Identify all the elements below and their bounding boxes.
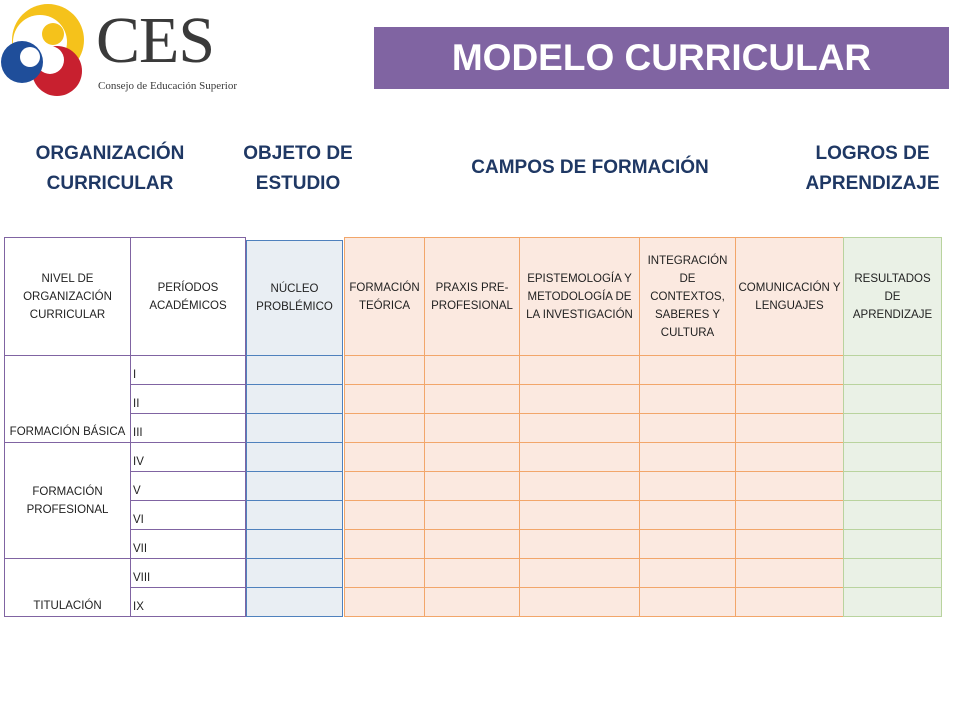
logo-emblem-icon — [0, 0, 96, 110]
heading-campos: CAMPOS DE FORMACIÓN — [471, 157, 709, 178]
table-cell — [843, 413, 942, 443]
table-cell — [519, 558, 640, 588]
table-cell — [424, 587, 520, 617]
column-header-epistemologia: EPISTEMOLOGÍA Y METODOLOGÍA DE LA INVESTIGACIÓN — [519, 237, 640, 356]
period-cell: IV — [130, 442, 246, 472]
table-cell — [246, 587, 343, 617]
table-cell — [735, 384, 844, 414]
logo-subtitle: Consejo de Educación Superior — [98, 80, 237, 92]
table-cell — [424, 355, 520, 385]
logo-text: CES — [96, 4, 215, 77]
table-cell — [344, 500, 425, 530]
table-cell — [246, 413, 343, 443]
table-cell — [519, 587, 640, 617]
period-cell: VII — [130, 529, 246, 559]
table-cell — [246, 355, 343, 385]
table-cell — [843, 529, 942, 559]
table-cell — [735, 500, 844, 530]
table-cell — [424, 529, 520, 559]
table-cell — [519, 413, 640, 443]
table-cell — [344, 471, 425, 501]
table-cell — [843, 384, 942, 414]
table-cell — [519, 384, 640, 414]
column-header-praxis: PRAXIS PRE-PROFESIONAL — [424, 237, 520, 356]
group-cell: FORMACIÓN BÁSICA — [4, 355, 131, 443]
table-cell — [344, 529, 425, 559]
table-cell — [843, 500, 942, 530]
table-cell — [246, 471, 343, 501]
table-cell — [344, 587, 425, 617]
table-cell — [344, 442, 425, 472]
heading-objeto: OBJETO DE ESTUDIO — [243, 143, 353, 194]
table-cell — [639, 355, 736, 385]
table-cell — [639, 558, 736, 588]
period-cell: I — [130, 355, 246, 385]
table-cell — [344, 558, 425, 588]
table-cell — [246, 384, 343, 414]
table-cell — [735, 529, 844, 559]
period-cell: VIII — [130, 558, 246, 588]
table-cell — [519, 442, 640, 472]
table-cell — [424, 413, 520, 443]
table-cell — [735, 558, 844, 588]
table-cell — [344, 355, 425, 385]
table-cell — [424, 471, 520, 501]
table-cell — [735, 413, 844, 443]
table-cell — [843, 442, 942, 472]
column-header-resultados: RESULTADOS DE APRENDIZAJE — [843, 237, 942, 356]
table-cell — [639, 500, 736, 530]
heading-organizacion: ORGANIZACIÓN CURRICULAR — [35, 143, 185, 194]
table-cell — [843, 587, 942, 617]
table-cell — [519, 471, 640, 501]
heading-logros: LOGROS DE APRENDIZAJE — [805, 143, 940, 194]
column-header-integracion: INTEGRACIÓN DE CONTEXTOS, SABERES Y CULTURA — [639, 237, 736, 356]
table-cell — [735, 471, 844, 501]
period-cell: III — [130, 413, 246, 443]
table-cell — [843, 355, 942, 385]
period-cell: VI — [130, 500, 246, 530]
period-cell: V — [130, 471, 246, 501]
table-cell — [424, 384, 520, 414]
table-cell — [843, 558, 942, 588]
table-cell — [639, 587, 736, 617]
column-header-nucleo: NÚCLEO PROBLÉMICO — [246, 240, 343, 356]
column-header-nivel: NIVEL DE ORGANIZACIÓN CURRICULAR — [4, 237, 131, 356]
table-cell — [424, 500, 520, 530]
column-header-comunicacion: COMUNICACIÓN Y LENGUAJES — [735, 237, 844, 356]
table-cell — [519, 529, 640, 559]
table-cell — [519, 355, 640, 385]
table-cell — [424, 558, 520, 588]
table-cell — [639, 384, 736, 414]
column-header-periodos: PERÍODOS ACADÉMICOS — [130, 237, 246, 356]
page-title: MODELO CURRICULAR — [374, 27, 949, 89]
table-cell — [735, 355, 844, 385]
table-cell — [639, 442, 736, 472]
table-cell — [246, 500, 343, 530]
table-cell — [246, 442, 343, 472]
period-cell: II — [130, 384, 246, 414]
table-cell — [344, 413, 425, 443]
table-cell — [639, 471, 736, 501]
table-cell — [735, 442, 844, 472]
table-cell — [246, 529, 343, 559]
table-cell — [246, 558, 343, 588]
table-cell — [639, 413, 736, 443]
table-cell — [735, 587, 844, 617]
group-cell: TITULACIÓN — [4, 558, 131, 617]
table-cell — [639, 529, 736, 559]
table-cell — [344, 384, 425, 414]
table-cell — [843, 471, 942, 501]
column-header-teorica: FORMACIÓN TEÓRICA — [344, 237, 425, 356]
period-cell: IX — [130, 587, 246, 617]
table-cell — [519, 500, 640, 530]
group-cell: FORMACIÓN PROFESIONAL — [4, 442, 131, 559]
table-cell — [424, 442, 520, 472]
ces-logo — [0, 0, 237, 110]
